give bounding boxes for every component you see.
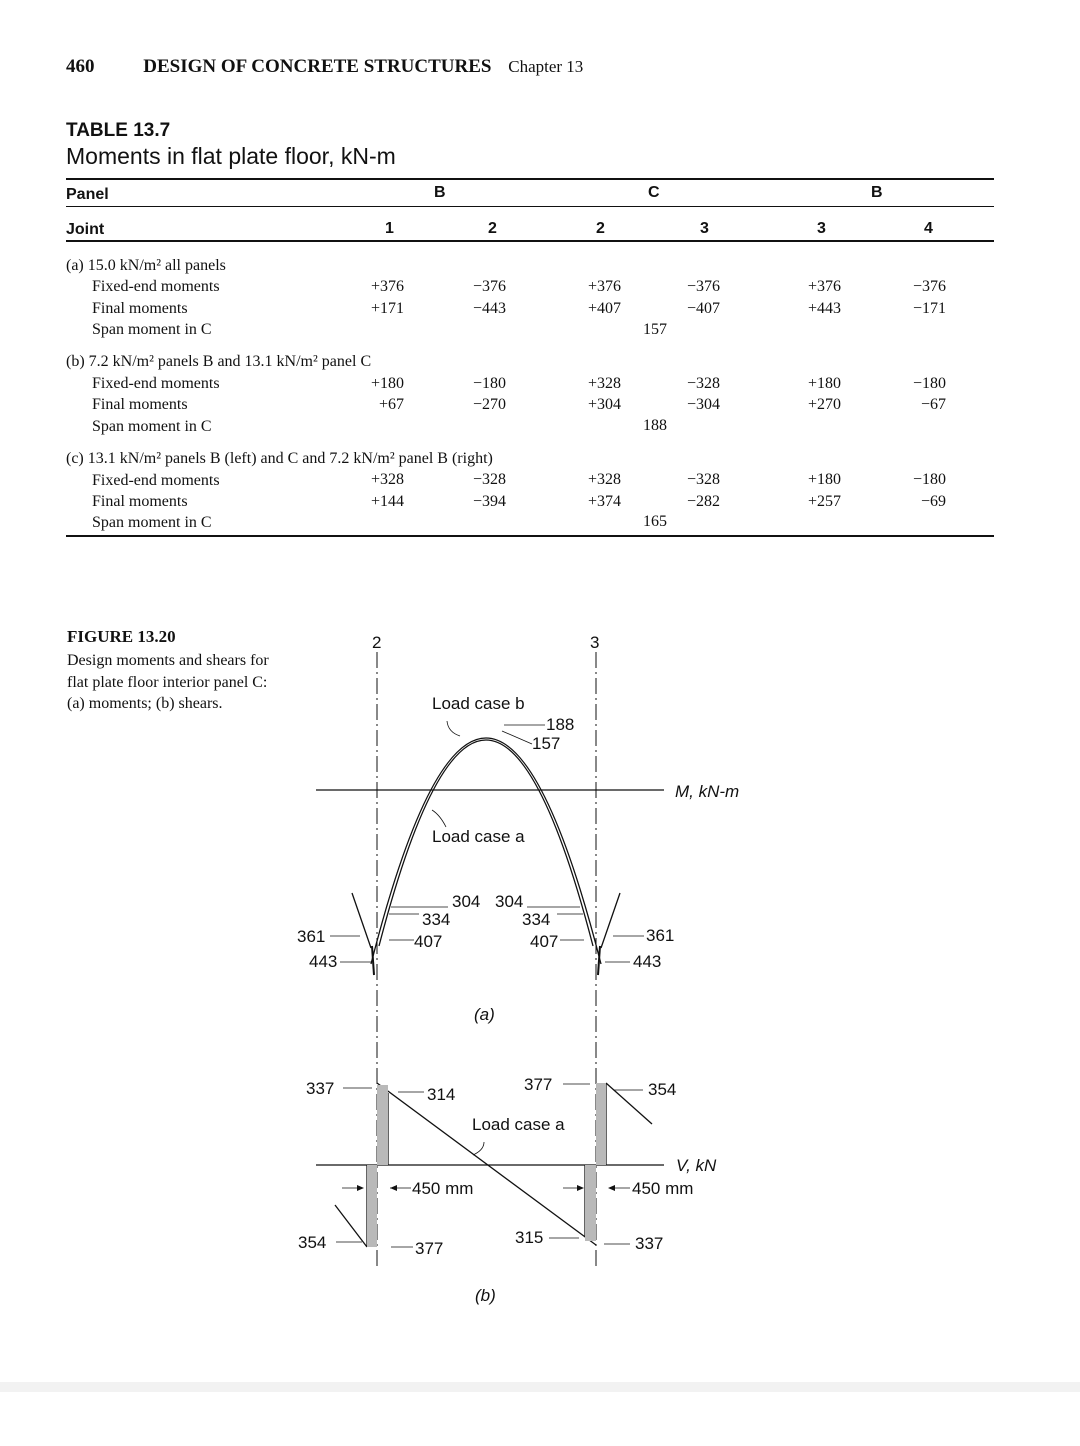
- shear-label-315: 315: [515, 1228, 544, 1247]
- row-label: Fixed-end moments: [92, 375, 220, 392]
- peak-188-label: 188: [546, 715, 575, 734]
- label-334-right: 334: [522, 910, 551, 929]
- figure-label: FIGURE 13.20: [67, 627, 176, 646]
- section-title: (b) 7.2 kN/m² panels B and 13.1 kN/m² panel C: [66, 353, 372, 370]
- label-361-left: 361: [297, 927, 326, 946]
- table-cell: +257: [807, 493, 841, 510]
- table-cell: +407: [587, 300, 621, 317]
- joint-2-right: 2: [596, 220, 605, 237]
- row-label: Final moments: [92, 300, 188, 317]
- shear-line-load-case-a: [377, 1083, 596, 1245]
- span-moment-value: 165: [643, 513, 667, 530]
- shear-line-right-span: [606, 1083, 652, 1124]
- section-title: (c) 13.1 kN/m² panels B (left) and C and 7.2 kN/m² panel B (right): [66, 450, 493, 467]
- row-label: Span moment in C: [92, 418, 212, 435]
- joint-2-left: 2: [488, 220, 497, 237]
- column-label-2: 2: [372, 633, 382, 652]
- peak-157-label: 157: [532, 734, 561, 753]
- subfigure-b-label: (b): [475, 1286, 496, 1305]
- row-label: Span moment in C: [92, 321, 212, 338]
- row-label: Final moments: [92, 493, 188, 510]
- shear-label-337-left: 337: [306, 1079, 335, 1098]
- table-cell: −180: [912, 375, 946, 392]
- table-cell: −328: [686, 375, 720, 392]
- table-cell: −394: [472, 493, 506, 510]
- arrowhead: [357, 1185, 364, 1191]
- table-cell: −180: [912, 471, 946, 488]
- leader-load-case-a: [432, 810, 446, 827]
- panel-b-right: B: [871, 184, 883, 201]
- chapter-label: Chapter 13: [508, 57, 584, 76]
- shear-label-377-bottom: 377: [415, 1239, 444, 1258]
- moment-axis-label: M, kN-m: [675, 782, 740, 801]
- outer-moment-line-left: [352, 893, 371, 948]
- table-cell: +328: [370, 471, 404, 488]
- joint-3-right: 3: [817, 220, 826, 237]
- table-cell: +180: [370, 375, 404, 392]
- table-cell: −282: [686, 493, 720, 510]
- arrowhead: [577, 1185, 584, 1191]
- table-cell: −304: [686, 396, 720, 413]
- shear-label-377-top: 377: [524, 1075, 553, 1094]
- span-moment-value: 188: [643, 417, 667, 434]
- table-cell: −376: [686, 278, 720, 295]
- label-334-left: 334: [422, 910, 451, 929]
- row-label: Fixed-end moments: [92, 472, 220, 489]
- book-title: DESIGN OF CONCRETE STRUCTURES: [143, 56, 492, 77]
- table-cell: −328: [472, 471, 506, 488]
- joint-4: 4: [924, 220, 933, 237]
- table-cell: −171: [912, 300, 946, 317]
- panel-b-left: B: [434, 184, 446, 201]
- table-cell: +180: [807, 471, 841, 488]
- leader-load-case-b: [447, 721, 460, 736]
- arrowhead: [608, 1185, 615, 1191]
- scan-edge: [0, 1382, 1080, 1392]
- shear-strip-right-bottom: [585, 1165, 596, 1241]
- table-cell: +180: [807, 375, 841, 392]
- label-443-left: 443: [309, 952, 338, 971]
- table-cell: +144: [370, 493, 404, 510]
- row-label: Fixed-end moments: [92, 278, 220, 295]
- moment-curve-load-case-b: [371, 738, 601, 964]
- label-407-left: 407: [414, 932, 443, 951]
- table-cell: −376: [472, 278, 506, 295]
- leader-load-case-a-shear: [473, 1142, 484, 1155]
- shear-axis-label: V, kN: [676, 1156, 717, 1175]
- load-case-a-label: Load case a: [432, 827, 525, 846]
- shear-load-case-label: Load case a: [472, 1115, 565, 1134]
- table-cell: +67: [378, 396, 404, 413]
- shear-strip-left-top: [377, 1085, 388, 1165]
- column-label-3: 3: [590, 633, 600, 652]
- label-361-right: 361: [646, 926, 675, 945]
- table-cell: −180: [472, 375, 506, 392]
- width-label-left: 450 mm: [412, 1179, 474, 1198]
- arrowhead: [390, 1185, 397, 1191]
- label-304-right: 304: [495, 892, 524, 911]
- outer-moment-line-right: [601, 893, 620, 948]
- face-moment-left: [372, 946, 374, 975]
- row-label: Final moments: [92, 396, 188, 413]
- joint-header: Joint: [66, 221, 105, 238]
- table-cell: −270: [472, 396, 506, 413]
- panel-c: C: [648, 184, 660, 201]
- table-cell: +304: [587, 396, 621, 413]
- table-cell: −443: [472, 300, 506, 317]
- label-443-right: 443: [633, 952, 662, 971]
- table-cell: +374: [587, 493, 621, 510]
- table-cell: +443: [807, 300, 841, 317]
- joint-3-left: 3: [700, 220, 709, 237]
- table-cell: −328: [686, 471, 720, 488]
- table-cell: +328: [587, 471, 621, 488]
- shear-strip-left-bottom: [367, 1165, 377, 1247]
- table-cell: −376: [912, 278, 946, 295]
- shear-label-354-right: 354: [648, 1080, 677, 1099]
- table-title: Moments in flat plate floor, kN-m: [66, 143, 396, 169]
- figure-caption: Design moments and shears for flat plate floor interior panel C: (a) moments; (b) shears.: [67, 652, 269, 712]
- table-cell: +376: [370, 278, 404, 295]
- joint-1: 1: [385, 220, 394, 237]
- table-cell: +270: [807, 396, 841, 413]
- shear-strip-right-top: [596, 1083, 606, 1165]
- table-cell: +171: [370, 300, 404, 317]
- table-cell: −69: [920, 493, 946, 510]
- table-cell: −67: [920, 396, 946, 413]
- row-label: Span moment in C: [92, 514, 212, 531]
- label-407-right: 407: [530, 932, 559, 951]
- shear-label-314: 314: [427, 1085, 456, 1104]
- span-moment-value: 157: [643, 321, 667, 338]
- shear-label-337-right: 337: [635, 1234, 664, 1253]
- panel-header: Panel: [66, 186, 109, 203]
- table-cell: −407: [686, 300, 720, 317]
- width-label-right: 450 mm: [632, 1179, 694, 1198]
- leader-157: [502, 731, 532, 744]
- table-cell: +376: [587, 278, 621, 295]
- load-case-b-label: Load case b: [432, 694, 525, 713]
- page-number: 460: [66, 56, 95, 77]
- shear-label-354-left: 354: [298, 1233, 327, 1252]
- table-cell: +328: [587, 375, 621, 392]
- table-cell: +376: [807, 278, 841, 295]
- shear-line-left-span: [335, 1205, 367, 1247]
- subfigure-a-label: (a): [474, 1005, 495, 1024]
- face-moment-right: [598, 946, 600, 975]
- section-title: (a) 15.0 kN/m² all panels: [66, 257, 226, 274]
- label-304-left: 304: [452, 892, 481, 911]
- table-label: TABLE 13.7: [66, 120, 171, 141]
